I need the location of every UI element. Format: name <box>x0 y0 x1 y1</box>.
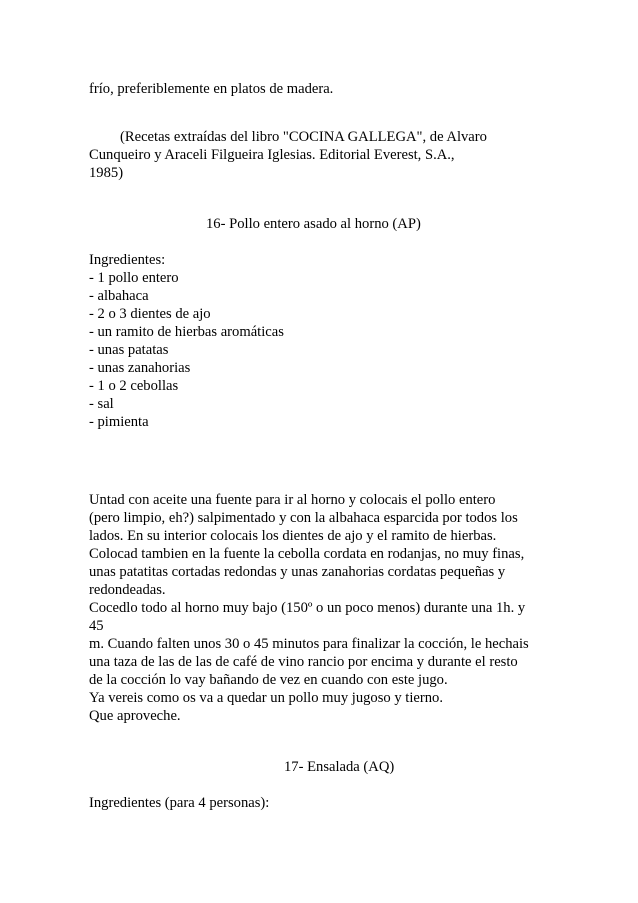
recipe-16-title: 16- Pollo entero asado al horno (AP) <box>206 216 421 232</box>
instruction-line: redondeadas. <box>89 582 166 598</box>
instruction-line: 45 <box>89 618 104 634</box>
ingredient-item: - pimienta <box>89 414 149 430</box>
recipe-17-ingredients-label: Ingredientes (para 4 personas): <box>89 795 270 811</box>
instruction-line: una taza de las de las de café de vino rancio por encima y durante el resto <box>89 654 518 670</box>
instruction-line: lados. En su interior colocais los dientes de ajo y el ramito de hierbas. <box>89 528 497 544</box>
ingredient-item: - 2 o 3 dientes de ajo <box>89 306 211 322</box>
ingredient-item: - sal <box>89 396 114 412</box>
ingredient-item: - un ramito de hierbas aromáticas <box>89 324 284 340</box>
instruction-line: m. Cuando falten unos 30 o 45 minutos para finalizar la cocción, le hechais <box>89 636 529 652</box>
instruction-line: (pero limpio, eh?) salpimentado y con la albahaca esparcida por todos los <box>89 510 518 526</box>
source-note-line: (Recetas extraídas del libro "COCINA GALLEGA", de Alvaro <box>120 129 487 145</box>
ingredient-item: - albahaca <box>89 288 149 304</box>
ingredient-item: - 1 pollo entero <box>89 270 179 286</box>
source-note-line: Cunqueiro y Araceli Filgueira Iglesias. Editorial Everest, S.A., <box>89 147 455 163</box>
recipe-16-ingredients-label: Ingredientes: <box>89 252 166 268</box>
instruction-line: unas patatitas cortadas redondas y unas zanahorias cordatas pequeñas y <box>89 564 506 580</box>
instruction-line: Untad con aceite una fuente para ir al horno y colocais el pollo entero <box>89 492 496 508</box>
instruction-line: Cocedlo todo al horno muy bajo (150º o un poco menos) durante una 1h. y <box>89 600 526 616</box>
ingredient-item: - unas zanahorias <box>89 360 191 376</box>
instruction-line: Que aproveche. <box>89 708 181 724</box>
ingredient-item: - 1 o 2 cebollas <box>89 378 179 394</box>
instruction-line: Ya vereis como os va a quedar un pollo muy jugoso y tierno. <box>89 690 443 706</box>
instruction-line: de la cocción lo vay bañando de vez en cuando con este jugo. <box>89 672 448 688</box>
ingredient-item: - unas patatas <box>89 342 169 358</box>
source-note-line: 1985) <box>89 165 124 181</box>
recipe-17-title: 17- Ensalada (AQ) <box>284 759 395 775</box>
intro-line: frío, preferiblemente en platos de madera. <box>89 81 334 97</box>
instruction-line: Colocad tambien en la fuente la cebolla cordata en rodanjas, no muy finas, <box>89 546 525 562</box>
